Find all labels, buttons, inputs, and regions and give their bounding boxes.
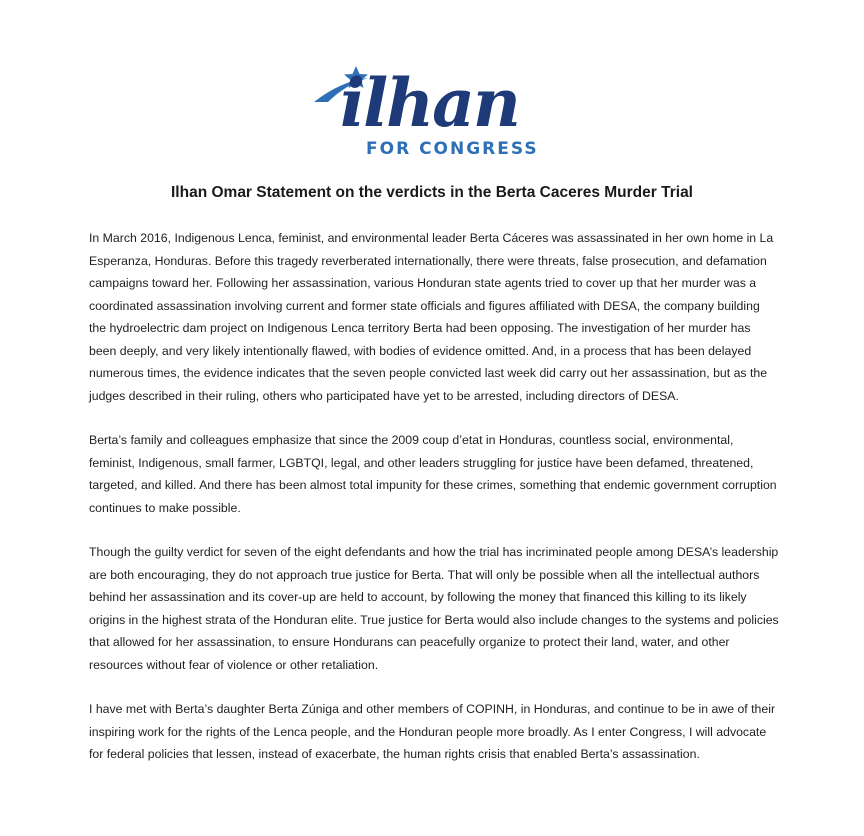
statement-body bbox=[89, 227, 779, 788]
paragraph: In March 2016, Indigenous Lenca, feminist, and environmental leader Berta Cáceres was assassinated in her own home in La Esperanza, Honduras. Before this tragedy reverberated internationally, there were threats, false prosecution, and defamation campaigns toward her. Following her assassination, various Honduran state agents tried to cover up that her murder was a coordinated assassination involving current and former state officials and figures affiliated with DESA, the company building the hydroelectric dam project on Indigenous Lenca territory Berta had been opposing. The investigation of her murder has been deeply, and very likely intentionally flawed, with bodies of evidence omitted. And, in a process that has been delayed numerous times, the evidence indicates that the seven people convicted last week did carry out her assassination, but as the judges described in their ruling, others who participated have yet to be arrested, including directors of DESA. bbox=[89, 231, 774, 403]
paragraph: I have met with Berta’s daughter Berta Zúniga and other members of COPINH, in Honduras, and continue to be in awe of their inspiring work for the rights of the Lenca people, and the Honduran people more broadly. As I enter Congress, I will advocate for federal policies that lessen, instead of exacerbate, the human rights crisis that enabled Berta’s assassination. bbox=[89, 702, 776, 761]
paragraph: Berta’s family and colleagues emphasize that since the 2009 coup d’etat in Honduras, countless social, environmental, feminist, Indigenous, small farmer, LGBTQI, legal, and other leaders struggling for justice have been defamed, threatened, targeted, and killed. And there has been almost total impunity for these crimes, something that endemic government corruption continues to make possible. bbox=[89, 433, 777, 515]
paragraph: Though the guilty verdict for seven of the eight defendants and how the trial has incriminated people among DESA’s leadership are both encouraging, they do not approach true justice for Berta. That will only be possible when all the intellectual authors behind her assassination and its cover-up are held to account, by following the money that financed this killing to its likely origins in the highest strata of the Honduran elite. True justice for Berta would also include changes to the systems and policies that allowed for her assassination, to ensure Hondurans can peacefully organize to protect their land, water, and other resources without fear of violence or other retaliation. bbox=[89, 545, 779, 672]
campaign-logo bbox=[310, 58, 560, 158]
logo-tagline: FOR CONGRESS bbox=[366, 139, 539, 158]
statement-title: Ilhan Omar Statement on the verdicts in the Berta Caceres Murder Trial bbox=[171, 184, 693, 201]
campaign-logo-graphic bbox=[310, 58, 560, 158]
logo-wordmark: ilhan bbox=[340, 64, 519, 142]
